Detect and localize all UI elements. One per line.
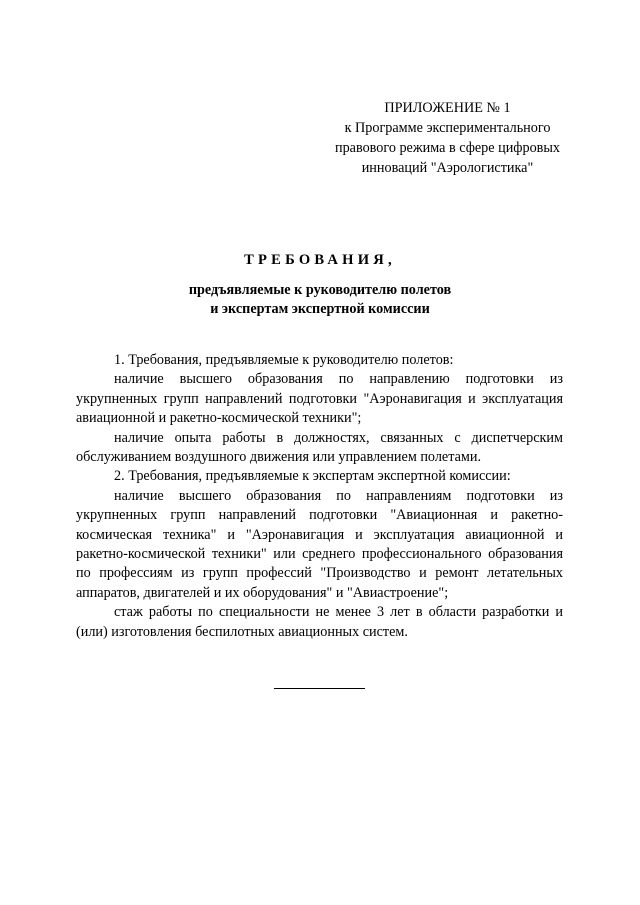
annex-reference-line: инноваций "Аэрологистика"	[361, 160, 534, 176]
requirement-paragraph: стаж работы по специальности не менее 3 лет в области разработки и (или) изготовления беспилотных авиационных систем.	[76, 604, 563, 640]
document-body	[76, 351, 563, 642]
annex-reference-line: к Программе экспериментального	[344, 120, 551, 136]
requirement-paragraph: наличие высшего образования по направлению подготовки из укрупненных групп направлений подготовки "Аэронавигация и эксплуатация авиационной и ракетно-космической техники";	[76, 371, 563, 427]
section-heading-2: 2. Требования, предъявляемые к экспертам экспертной комиссии:	[114, 468, 511, 485]
annex-reference-line: правового режима в сфере цифровых	[334, 140, 561, 156]
document-title: ТРЕБОВАНИЯ,	[244, 252, 396, 268]
subtitle-line: и экспертам экспертной комиссии	[210, 301, 430, 317]
annex-number: ПРИЛОЖЕНИЕ № 1	[384, 100, 511, 116]
end-divider-line	[274, 688, 365, 689]
requirement-paragraph: наличие высшего образования по направлениям подготовки из укрупненных групп направлений подготовки "Авиационная и ракетно-космическая техника" и "Аэронавигация и эксплуатация авиационной и ракетно-космической техники" или среднего профессионального образования по профессиям из групп профессий "Производство и ремонт летательных аппаратов, двигателей и их оборудования" и "Авиастроение";	[76, 487, 563, 601]
document-subtitle	[0, 281, 640, 319]
annex-heading	[325, 98, 570, 178]
subtitle-line: предъявляемые к руководителю полетов	[188, 282, 452, 298]
section-heading-1: 1. Требования, предъявляемые к руководителю полетов:	[114, 352, 454, 368]
requirement-paragraph: наличие опыта работы в должностях, связанных с диспетчерским обслуживанием воздушного движения или управлением полетами.	[76, 429, 563, 466]
